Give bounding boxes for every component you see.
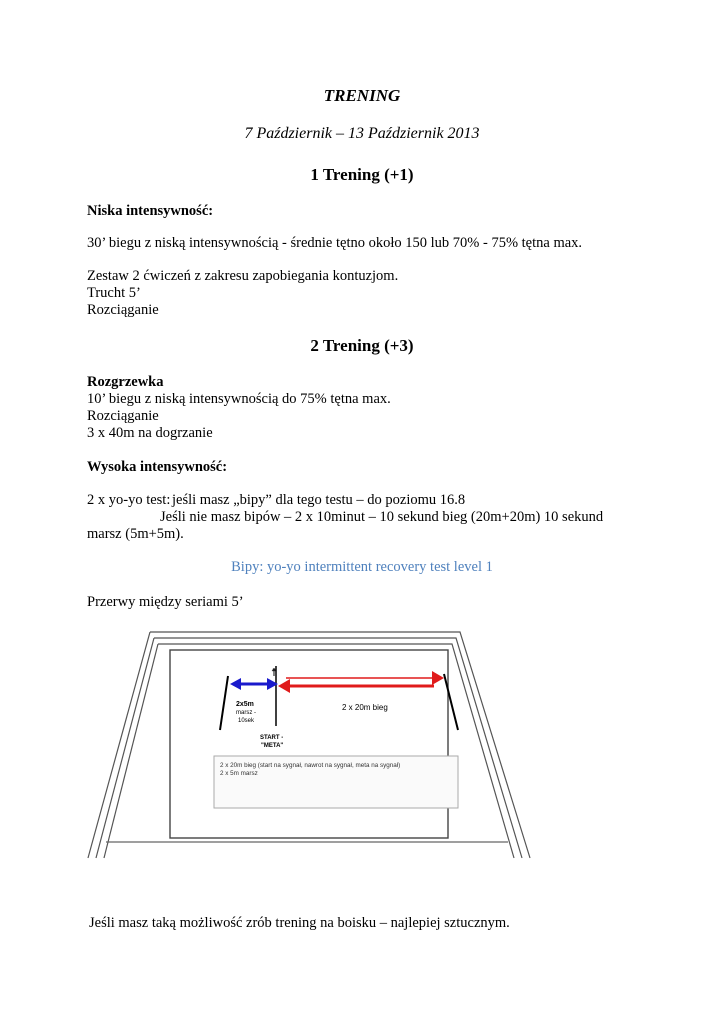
walk-label-2: marsz - [236, 710, 256, 716]
start-label-1: START - [260, 735, 284, 741]
walk-arrow [230, 678, 278, 690]
yoyo-test-line-3: marsz (5m+5m). [87, 526, 184, 542]
yoyo-test-line-1: jeśli masz „bipy” dla tego testu – do poziomu 16.8 [172, 492, 466, 508]
walk-label-3: 10sek [238, 718, 255, 724]
warmup-line-run: 10’ biegu z niską intensywnością do 75% tętna max. [87, 391, 391, 407]
yoyo-test-line-2: Jeśli nie masz bipów – 2 x 10minut – 10 sekund bieg (20m+20m) 10 sekund [160, 509, 604, 525]
section-1-line-exercises: Zestaw 2 ćwiczeń z zakresu zapobiegania kontuzjom. [87, 268, 399, 284]
section-1-line-run: 30’ biegu z niską intensywnością - średnie tętno około 150 lub 70% - 75% tętna max. [87, 235, 583, 251]
warmup-line-stretch: Rozciąganie [87, 408, 159, 424]
yoyo-test-link[interactable]: Bipy: yo-yo intermittent recovery test level 1 [231, 559, 493, 575]
section-1-line-stretch: Rozciąganie [87, 302, 159, 318]
left-marker-line [220, 676, 228, 730]
field-diagram [80, 626, 540, 866]
field-lines [88, 632, 530, 858]
document-title: TRENING [323, 86, 401, 105]
date-range: 7 Październik – 13 Październik 2013 [244, 125, 480, 142]
section-1-heading: 1 Trening (+1) [310, 165, 414, 184]
section-1-line-jog: Trucht 5’ [87, 285, 141, 301]
right-marker-line [444, 674, 458, 730]
low-intensity-label: Niska intensywność: [87, 203, 214, 219]
legend-line-2: 2 x 5m marsz [220, 770, 258, 777]
footer-note: Jeśli masz taką możliwość zrób trening na boisku – najlepiej sztucznym. [89, 915, 510, 931]
break-between-sets: Przerwy między seriami 5’ [87, 594, 244, 610]
yoyo-test-label: 2 x yo-yo test: [87, 492, 171, 508]
walk-label-1: 2x5m [236, 701, 254, 708]
run-arrow [278, 671, 444, 693]
warmup-line-sprints: 3 x 40m na dogrzanie [87, 425, 213, 441]
run-label: 2 x 20m bieg [342, 703, 388, 712]
runner-icon: ☨ [271, 667, 277, 679]
legend-line-1: 2 x 20m bieg (start na sygnał, nawrot na sygnał, meta na sygnał) [220, 762, 401, 769]
warmup-label: Rozgrzewka [87, 374, 164, 390]
section-2-heading: 2 Trening (+3) [310, 336, 414, 355]
start-label-2: "META" [261, 743, 284, 749]
high-intensity-label: Wysoka intensywność: [87, 459, 228, 475]
